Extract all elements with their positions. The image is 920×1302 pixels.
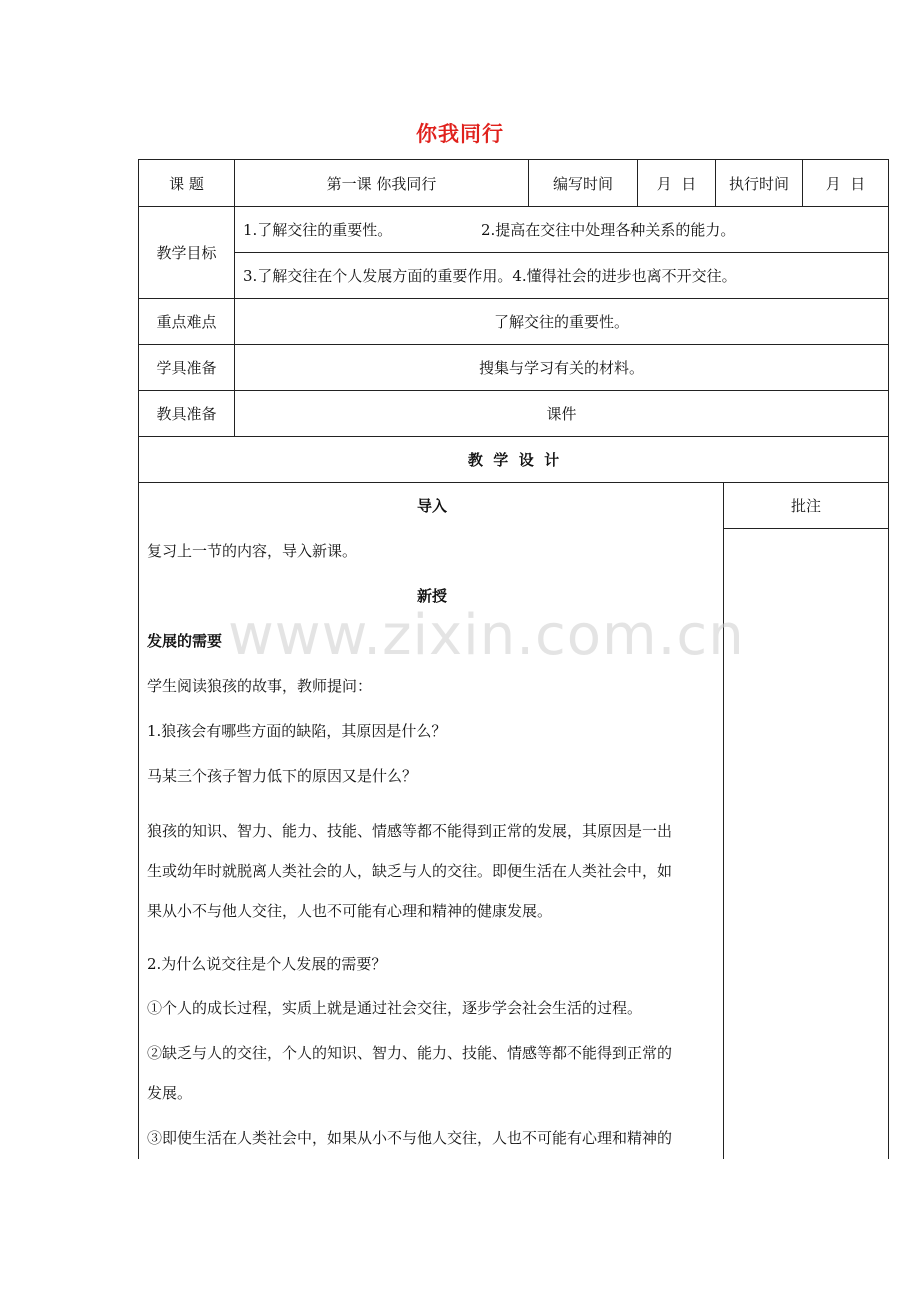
objectives-label: 教学目标 (156, 244, 217, 262)
watermark: www.zixin.com.cn (228, 603, 745, 668)
key-points-value: 了解交往的重要性。 (493, 313, 629, 331)
answer-line: 狼孩的知识、智力、能力、技能、情感等都不能得到正常的发展，其原因是一出 (147, 822, 673, 840)
student-prep-label: 学具准备 (156, 359, 217, 377)
document-title: 你我同行 (416, 122, 504, 146)
intro-heading: 导入 (416, 497, 447, 515)
point-2-cont: 发展。 (147, 1084, 193, 1102)
write-time-label: 编写时间 (552, 174, 613, 193)
topic-label: 课 题 (169, 174, 204, 193)
paragraph: 学生阅读狼孩的故事，教师提问： (147, 677, 373, 695)
point-2: ②缺乏与人的交往，个人的知识、智力、能力、技能、情感等都不能得到正常的 (147, 1044, 673, 1062)
objective-2: 2.提高在交往中处理各种关系的能力。 (481, 221, 736, 239)
section-heading: 发展的需要 (147, 632, 223, 650)
exec-time-label: 执行时间 (728, 174, 789, 193)
point-3: ③即使生活在人类社会中，如果从小不与他人交往，人也不可能有心理和精神的 (147, 1129, 673, 1147)
student-prep-value: 搜集与学习有关的材料。 (478, 359, 644, 377)
question-1b: 马某三个孩子智力低下的原因又是什么？ (147, 767, 418, 785)
teacher-prep-value: 课件 (546, 405, 577, 423)
point-1: ①个人的成长过程，实质上就是通过社会交往，逐步学会社会生活的过程。 (147, 999, 643, 1017)
annotation-column-divider (723, 482, 724, 1159)
key-points-label: 重点难点 (156, 313, 217, 331)
answer-line: 生或幼年时就脱离人类社会的人，缺乏与人的交往。即便生活在人类社会中，如 (147, 862, 673, 880)
intro-text: 复习上一节的内容，导入新课。 (147, 542, 358, 560)
annotation-header: 批注 (790, 497, 821, 515)
annotation-header-divider (723, 528, 888, 529)
question-2: 2.为什么说交往是个人发展的需要？ (147, 955, 387, 973)
teaching-design-heading: 教 学 设 计 (467, 451, 560, 469)
write-time-value: 月 日 (656, 174, 697, 193)
table-border-right (888, 159, 889, 1159)
teacher-prep-label: 教具准备 (156, 405, 217, 423)
topic-value: 第一课 你我同行 (326, 174, 437, 193)
exec-time-value: 月 日 (825, 174, 866, 193)
objective-1: 1.了解交往的重要性。 (243, 221, 393, 239)
answer-line: 果从小不与他人交往，人也不可能有心理和精神的健康发展。 (147, 902, 553, 920)
objective-3-4: 3.了解交往在个人发展方面的重要作用。4.懂得社会的进步也离不开交往。 (243, 267, 737, 285)
new-lesson-heading: 新授 (416, 587, 447, 605)
question-1: 1.狼孩会有哪些方面的缺陷，其原因是什么？ (147, 722, 447, 740)
